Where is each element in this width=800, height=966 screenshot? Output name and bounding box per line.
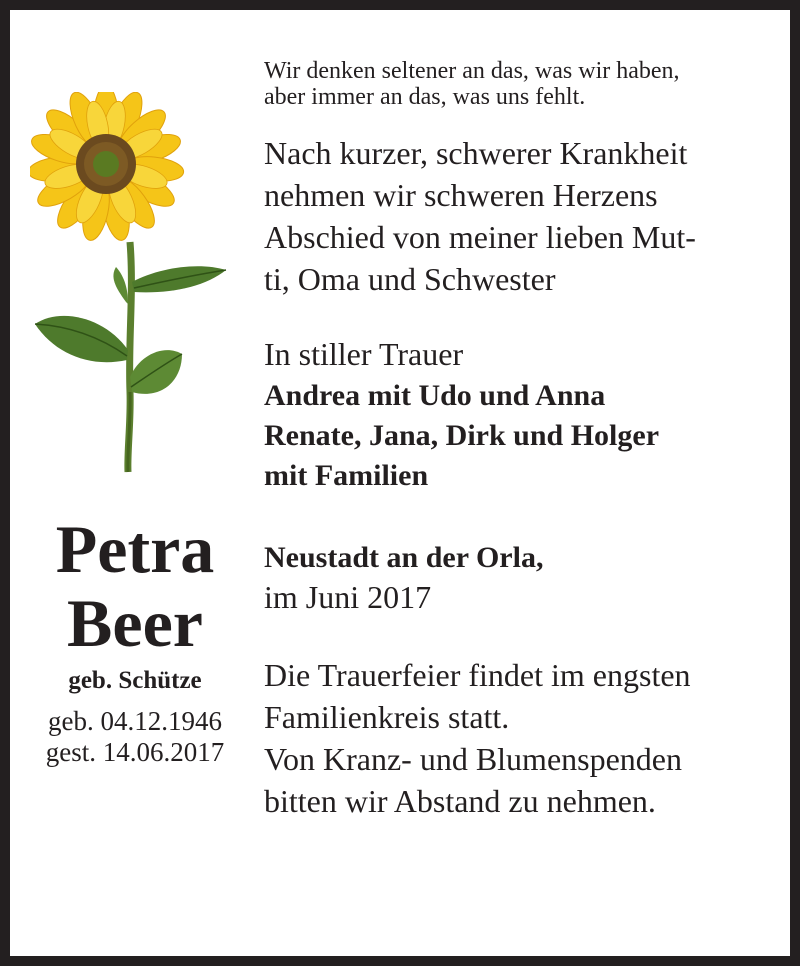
ceremony-line: Die Trauerfeier findet im engsten [264, 657, 691, 693]
first-name: Petra [55, 511, 215, 587]
deceased-block [18, 512, 252, 768]
sunflower-icon [30, 92, 230, 474]
announcement-line: nehmen wir schweren Herzens [264, 177, 658, 213]
place: Neustadt an der Orla, [264, 541, 544, 574]
motto-line: Wir denken seltener an das, was wir haben, [264, 58, 680, 84]
ceremony-line: Familienkreis statt. [264, 699, 510, 735]
announcement [264, 132, 769, 300]
ceremony-line: bitten wir Abstand zu nehmen. [264, 783, 656, 819]
announcement-line: ti, Oma und Schwester [264, 261, 556, 297]
announcement-line: Abschied von meiner lieben Mut- [264, 219, 696, 255]
mourners-line: mit Familien [264, 459, 429, 492]
last-name: Beer [67, 585, 203, 661]
maiden-name: geb. Schütze [68, 667, 202, 694]
ceremony-line: Von Kranz- und Blumenspenden [264, 741, 682, 777]
mourners-line: Andrea mit Udo und Anna [264, 379, 606, 412]
sunflower-stem [128, 242, 132, 472]
sunflower-head [30, 92, 185, 243]
announcement-line: Nach kurzer, schwerer Krankheit [264, 135, 688, 171]
mourners-line: Renate, Jana, Dirk und Holger [264, 419, 660, 452]
date: im Juni 2017 [264, 579, 432, 615]
mourning-intro: In stiller Trauer [264, 336, 464, 372]
motto-line: aber immer an das, was uns fehlt. [264, 84, 586, 110]
obituary-text [264, 58, 769, 822]
birth-date: geb. 04.12.1946 [48, 706, 222, 736]
motto [264, 58, 769, 110]
death-date: gest. 14.06.2017 [45, 737, 225, 767]
ceremony-notice [264, 654, 769, 822]
mourners-list [264, 376, 769, 496]
